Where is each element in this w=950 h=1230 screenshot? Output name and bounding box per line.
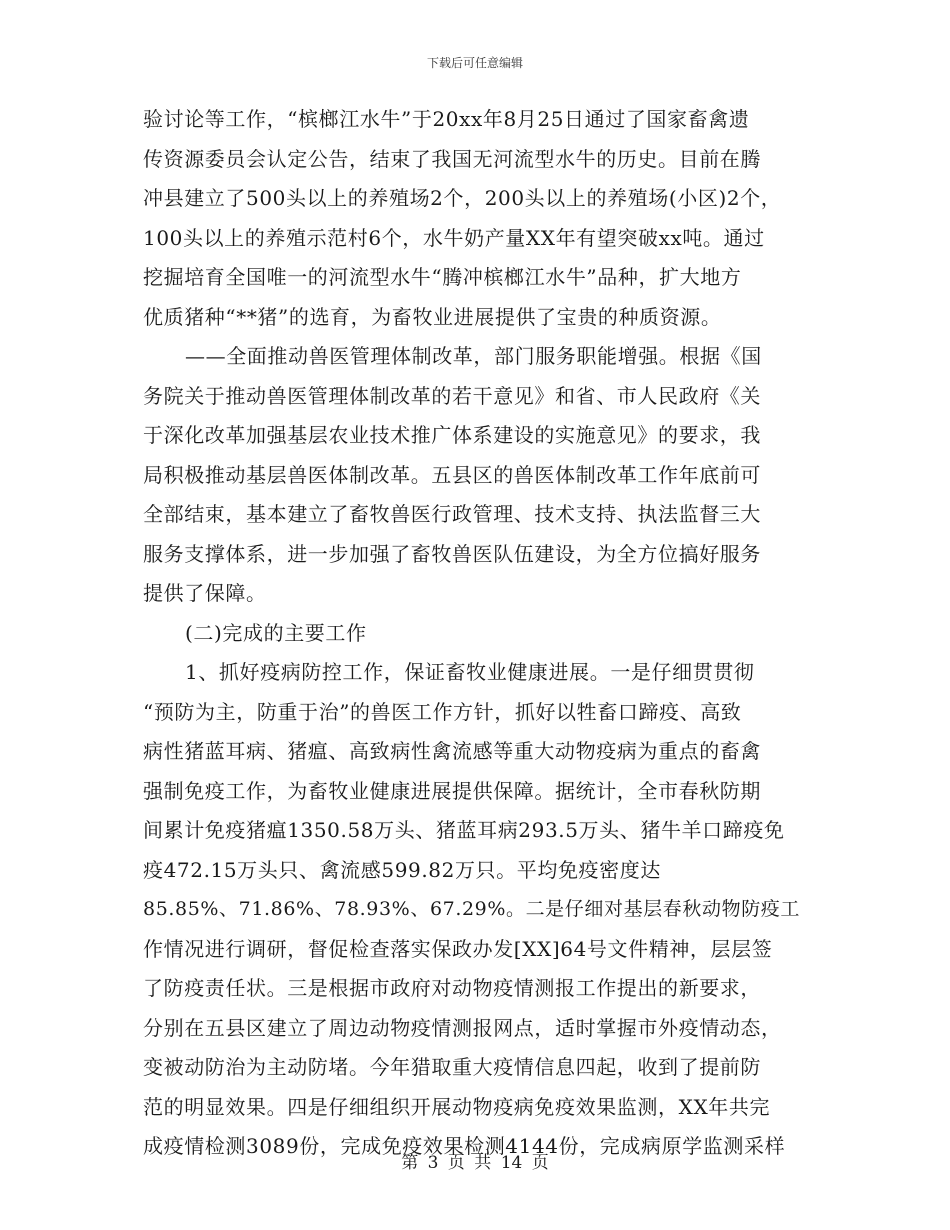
text-line: 成疫情检测3089份，完成免疫效果检测4144份，完成病原学监测采样 (143, 1134, 786, 1158)
text-line: 于深化改革加强基层农业技术推广体系建设的实施意见》的要求，我 (143, 423, 761, 447)
text-line: 分别在五县区建立了周边动物疫情测报网点，适时掌握市外疫情动态， (143, 1015, 782, 1040)
text-line: “预防为主，防重于治”的兽医工作方针，抓好以牲畜口蹄疫、高致 (143, 699, 742, 724)
text-line: 1、抓好疫病防控工作，保证畜牧业健康进展。一是仔细贯贯彻 (185, 660, 755, 684)
text-line: 务院关于推动兽医管理体制改革的若干意见》和省、市人民政府《关 (143, 383, 761, 408)
text-line: (二)完成的主要工作 (185, 620, 367, 645)
text-line: 疫472.15万头只、禽流感599.82万只。平均免疫密度达 (143, 857, 661, 882)
text-line: 85.85%、71.86%、78.93%、67.29%。二是仔细对基层春秋动物防疫工 (143, 898, 800, 920)
document-body (143, 100, 813, 1167)
text-line: 100头以上的养殖示范村6个，水牛奶产量XX年有望突破xx吨。通过 (143, 225, 765, 250)
text-line: 全部结束，基本建立了畜牧兽医行政管理、技术支持、执法监督三大 (143, 502, 761, 526)
text-line: 挖掘培育全国唯一的河流型水牛“腾冲槟榔江水牛”品种，扩大地方 (143, 265, 742, 289)
text-line: 传资源委员会认定公告，结束了我国无河流型水牛的历史。目前在腾 (143, 146, 761, 171)
text-line: 强制免疫工作，为畜牧业健康进展提供保障。据统计，全市春秋防期 (143, 778, 761, 803)
text-line: 优质猪种“**猪”的选育，为畜牧业进展提供了宝贵的种质资源。 (143, 304, 722, 329)
page-header: 下载后可任意编辑 (426, 56, 523, 70)
text-line: 局积极推动基层兽医体制改革。五县区的兽医体制改革工作年底前可 (143, 462, 761, 487)
page-footer: 第 3 页 共 14 页 (401, 1153, 549, 1173)
text-line: 提供了保障。 (143, 581, 267, 605)
text-line: 验讨论等工作，“槟榔江水牛”于20xx年8月25日通过了国家畜禽遗 (143, 107, 750, 131)
text-line: ——全面推动兽医管理体制改革，部门服务职能增强。根据《国 (185, 344, 762, 368)
text-line: 作情况进行调研，督促检查落实保政办发[XX]64号文件精神，层层签 (143, 936, 773, 961)
text-line: 病性猪蓝耳病、猪瘟、高致病性禽流感等重大动物疫病为重点的畜禽 (143, 739, 761, 763)
text-line: 间累计免疫猪瘟1350.58万头、猪蓝耳病293.5万头、猪牛羊口蹄疫免 (143, 818, 785, 842)
text-line: 服务支撑体系，进一步加强了畜牧兽医队伍建设，为全方位搞好服务 (143, 541, 761, 566)
text-line: 范的明显效果。四是仔细组织开展动物疫病免疫效果监测，XX年共完 (143, 1094, 771, 1119)
text-line: 变被动防治为主动防堵。今年猎取重大疫情信息四起，收到了提前防 (143, 1055, 761, 1079)
text-line: 了防疫责任状。三是根据市政府对动物疫情测报工作提出的新要求， (143, 976, 761, 1000)
text-line: 冲县建立了500头以上的养殖场2个，200头以上的养殖场(小区)2个， (143, 186, 782, 210)
